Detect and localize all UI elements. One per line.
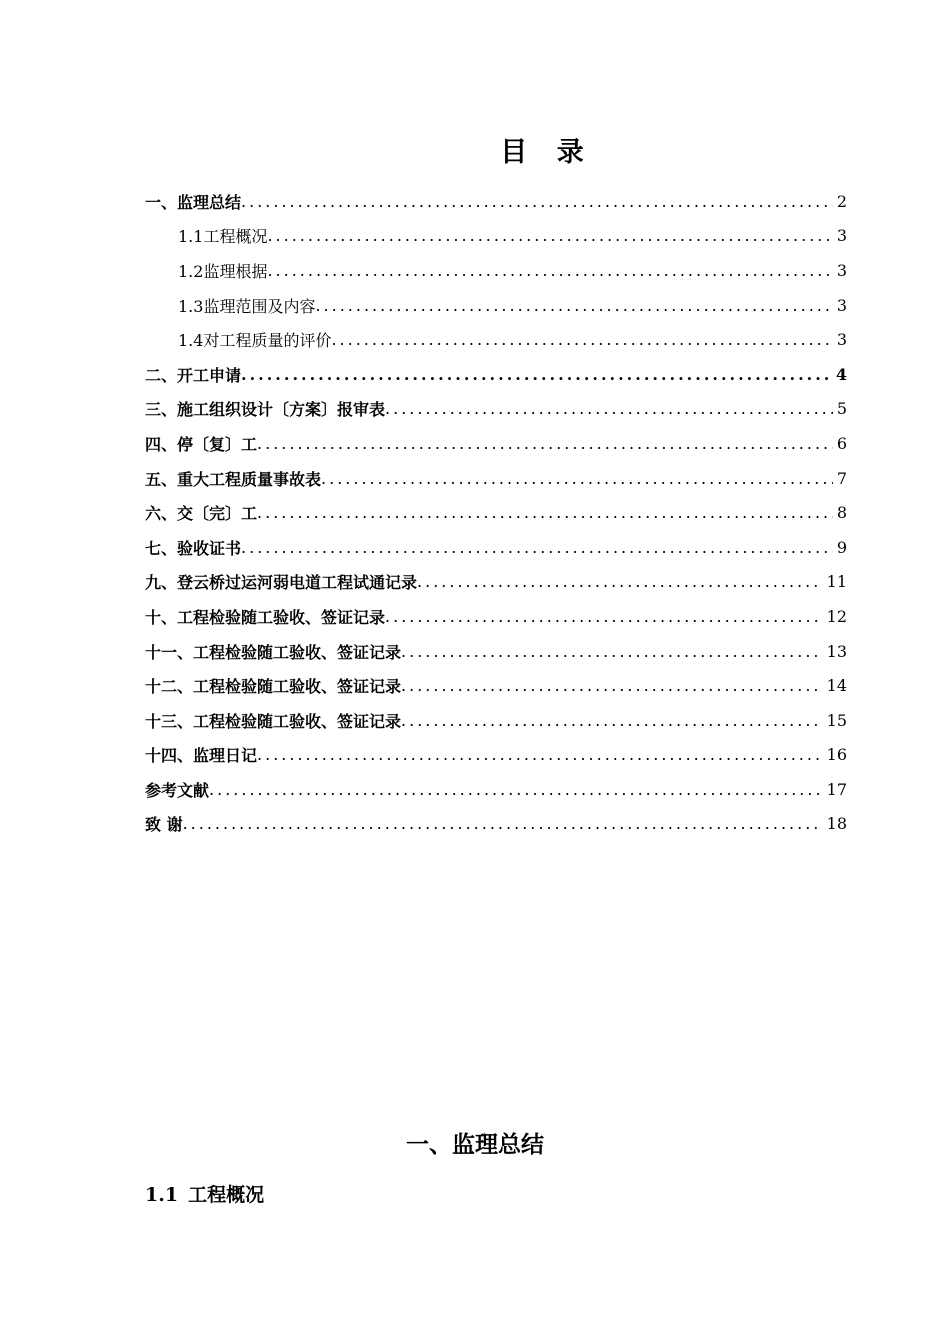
toc-dot-leader (331, 330, 832, 349)
toc-entry[interactable] (145, 322, 847, 357)
toc-entry[interactable] (145, 703, 847, 738)
toc-entry[interactable] (145, 426, 847, 461)
toc-entry-label: 二、开工申请 (145, 365, 242, 385)
toc-entry-label: 十三、工程检验随工验收、签证记录 (145, 711, 402, 731)
toc-entry-label: 十四、监理日记 (145, 746, 258, 766)
toc-entry[interactable] (145, 357, 847, 392)
toc-entry[interactable] (145, 599, 847, 634)
toc-dot-leader (241, 192, 833, 211)
toc-entry[interactable] (145, 392, 847, 427)
toc-entry-page-number: 9 (836, 537, 847, 557)
toc-entry[interactable] (145, 772, 847, 807)
chapter-heading: 一、监理总结 (406, 1132, 544, 1158)
toc-dot-leader (257, 434, 833, 453)
toc-entry[interactable] (145, 495, 847, 530)
toc-entry-page-number: 12 (826, 606, 847, 626)
toc-entry-page-number: 15 (826, 710, 847, 730)
toc-entry-label: 三、施工组织设计〔方案〕报审表 (145, 400, 386, 420)
toc-entry-page-number: 3 (836, 260, 847, 280)
toc-entry-page-number: 2 (836, 191, 847, 211)
section-number: 1.1 (145, 1184, 179, 1206)
toc-entry-page-number: 6 (836, 433, 847, 453)
toc-entry[interactable] (145, 807, 847, 842)
toc-dot-leader (241, 538, 833, 557)
toc-entry-label: 致 谢 (145, 815, 183, 835)
toc-dot-leader (183, 814, 823, 833)
toc-entry-label: 九、登云桥过运河弱电道工程试通记录 (145, 573, 418, 593)
toc-entry-label: 五、重大工程质量事故表 (145, 469, 322, 489)
toc-entry-label: 十一、工程检验随工验收、签证记录 (145, 642, 402, 662)
toc-entry-label: 七、验收证书 (145, 538, 242, 558)
toc-dot-leader (267, 261, 832, 280)
toc-entry-label: 1.1工程概况 (178, 227, 268, 247)
toc-entry[interactable] (145, 253, 847, 288)
section-heading (145, 1180, 264, 1207)
toc-entry-label: 十、工程检验随工验收、签证记录 (145, 607, 386, 627)
toc-entry-page-number: 4 (835, 364, 847, 384)
toc-dot-leader (209, 780, 823, 799)
toc-entry[interactable] (145, 634, 847, 669)
toc-dot-leader (417, 572, 823, 591)
toc-entry-label: 参考文献 (145, 780, 210, 800)
toc-entry-label: 1.3监理范围及内容 (178, 296, 316, 316)
table-of-contents (145, 184, 847, 841)
toc-entry-page-number: 3 (836, 226, 847, 246)
toc-dot-leader (257, 745, 823, 764)
toc-entry-page-number: 3 (836, 295, 847, 315)
toc-entry[interactable] (145, 668, 847, 703)
toc-dot-leader (385, 399, 833, 418)
toc-entry[interactable] (145, 219, 847, 254)
toc-entry[interactable] (145, 184, 847, 219)
toc-dot-leader (321, 469, 833, 488)
toc-entry-label: 1.2监理根据 (178, 261, 268, 281)
toc-entry-label: 一、监理总结 (145, 192, 242, 212)
toc-entry-page-number: 8 (836, 503, 847, 523)
toc-dot-leader (241, 365, 832, 384)
toc-entry[interactable] (145, 461, 847, 496)
toc-entry-page-number: 7 (836, 468, 847, 488)
toc-entry-label: 十二、工程检验随工验收、签证记录 (145, 677, 402, 697)
toc-entry-label: 1.4对工程质量的评价 (178, 331, 332, 351)
toc-entry-page-number: 3 (836, 330, 847, 350)
toc-entry-page-number: 11 (826, 572, 847, 592)
toc-entry[interactable] (145, 530, 847, 565)
toc-entry-page-number: 13 (826, 641, 847, 661)
toc-entry-page-number: 16 (826, 745, 847, 765)
toc-entry[interactable] (145, 565, 847, 600)
toc-dot-leader (257, 503, 833, 522)
toc-entry-page-number: 14 (826, 676, 847, 696)
section-title: 工程概况 (188, 1184, 265, 1206)
toc-entry-page-number: 17 (826, 779, 847, 799)
toc-entry-label: 四、停〔复〕工 (145, 434, 258, 454)
toc-dot-leader (385, 607, 823, 626)
toc-dot-leader (401, 711, 823, 730)
toc-entry-label: 六、交〔完〕工 (145, 504, 258, 524)
toc-title: 目 录 (500, 137, 594, 168)
toc-entry[interactable] (145, 738, 847, 773)
toc-entry[interactable] (145, 288, 847, 323)
toc-dot-leader (401, 676, 823, 695)
toc-entry-page-number: 5 (836, 399, 847, 419)
toc-entry-page-number: 18 (826, 814, 847, 834)
toc-dot-leader (267, 226, 832, 245)
toc-dot-leader (401, 642, 823, 661)
toc-dot-leader (315, 296, 832, 315)
